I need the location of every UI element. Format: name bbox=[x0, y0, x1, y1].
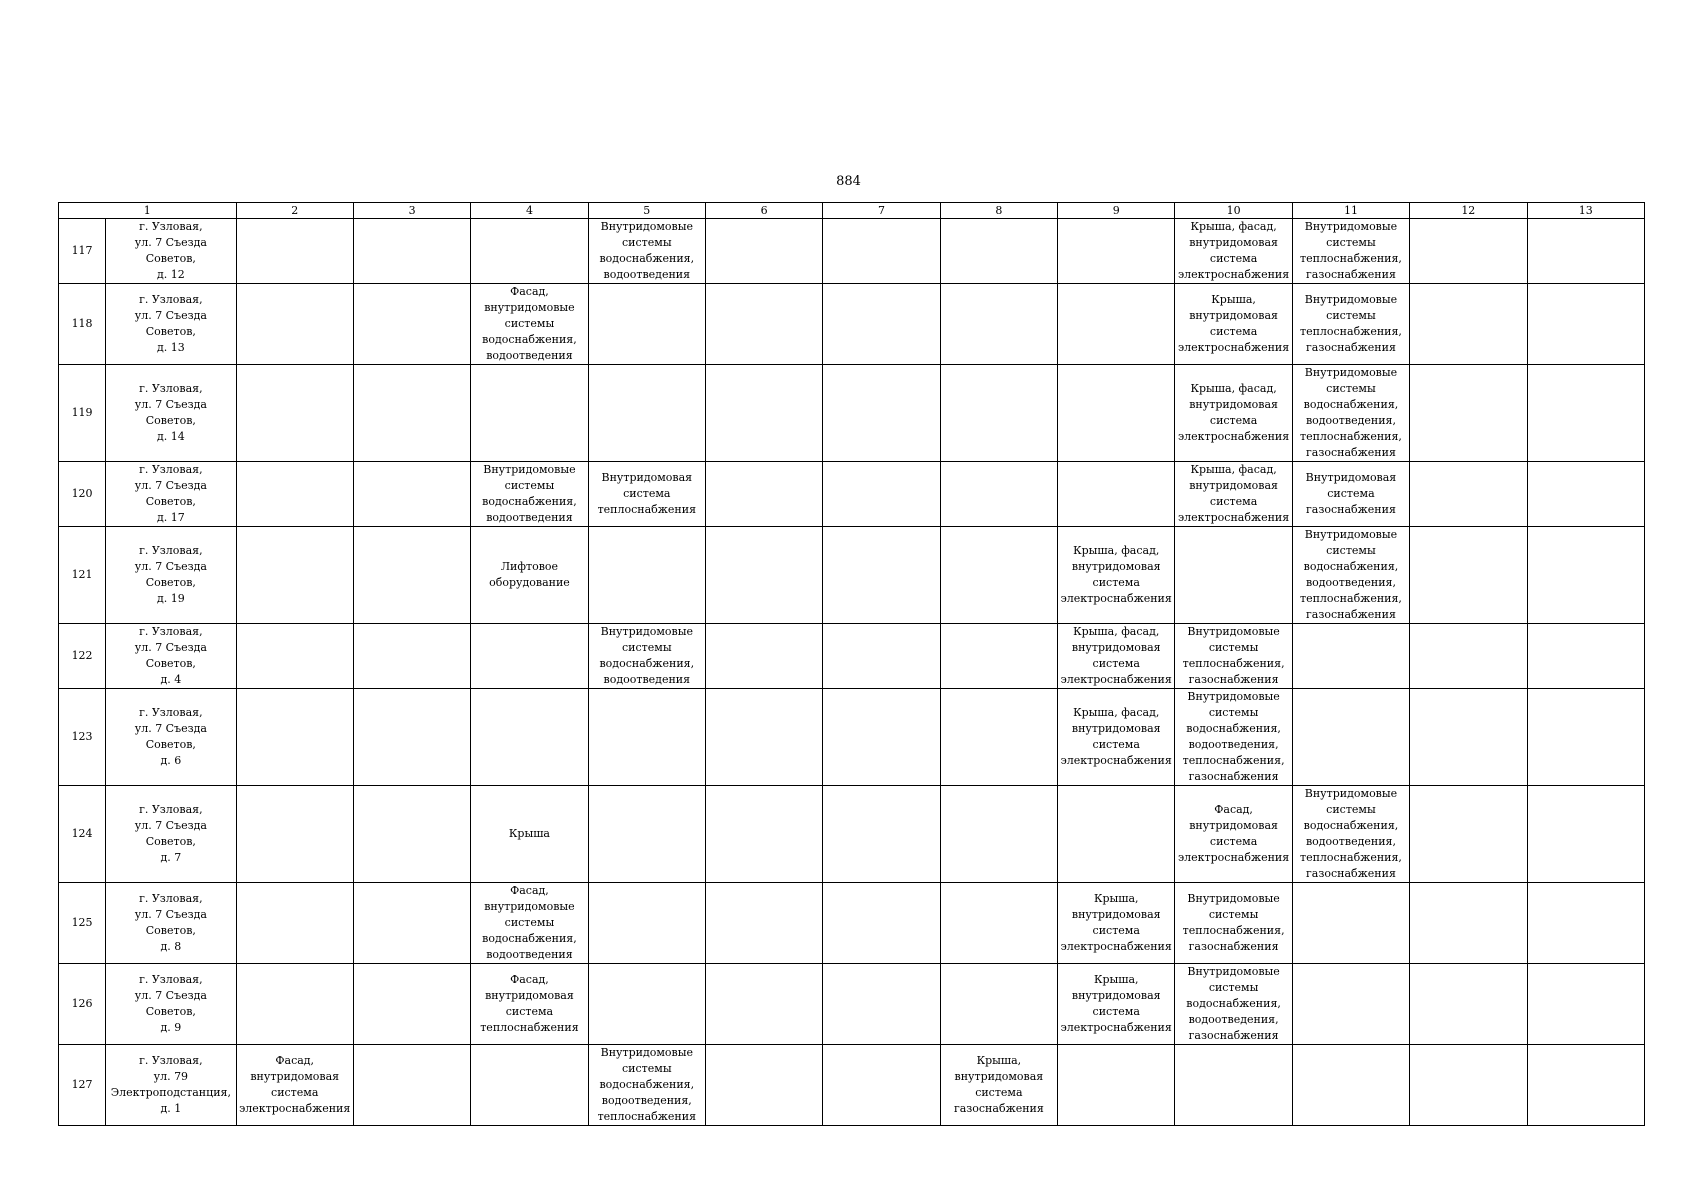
address-cell bbox=[106, 624, 236, 689]
column-3-cell bbox=[353, 624, 470, 689]
row-number bbox=[59, 527, 106, 624]
address-cell-text: г. Узловая, ул. 7 Съезда Советов, д. 12 bbox=[134, 220, 207, 281]
column-4-cell-text: Фасад, внутридомовая система теплоснабжения bbox=[480, 973, 579, 1034]
column-9-cell bbox=[1058, 786, 1175, 883]
column-12-cell bbox=[1410, 462, 1527, 527]
column-6-cell bbox=[705, 786, 822, 883]
row-number bbox=[59, 219, 106, 284]
column-3-cell bbox=[353, 883, 470, 964]
address-cell bbox=[106, 689, 236, 786]
address-cell-text: г. Узловая, ул. 7 Съезда Советов, д. 17 bbox=[134, 463, 207, 524]
column-11-cell bbox=[1292, 689, 1409, 786]
row-number-text: 125 bbox=[71, 916, 93, 929]
column-4-cell bbox=[471, 284, 588, 365]
column-10-cell-text: Внутридомовые системы теплоснабжения, газоснабжения bbox=[1182, 625, 1285, 686]
column-13-cell bbox=[1527, 624, 1645, 689]
table-row bbox=[59, 883, 1645, 964]
column-8-cell bbox=[940, 219, 1057, 284]
row-number-text: 119 bbox=[71, 406, 93, 419]
column-header: 10 bbox=[1175, 203, 1292, 219]
column-8-cell bbox=[940, 1045, 1057, 1126]
column-9-cell-text: Крыша, фасад, внутридомовая система электроснабжения bbox=[1060, 544, 1172, 605]
table-row bbox=[59, 964, 1645, 1045]
column-7-cell bbox=[823, 624, 940, 689]
table-row bbox=[59, 462, 1645, 527]
row-number bbox=[59, 964, 106, 1045]
address-cell bbox=[106, 365, 236, 462]
column-5-cell-text: Внутридомовые системы водоснабжения, водоотведения bbox=[599, 625, 695, 686]
column-2-cell bbox=[236, 964, 353, 1045]
column-8-cell bbox=[940, 462, 1057, 527]
column-11-cell bbox=[1292, 624, 1409, 689]
column-13-cell bbox=[1527, 365, 1645, 462]
column-5-cell bbox=[588, 219, 705, 284]
column-10-cell-text: Крыша, фасад, внутридомовая система электроснабжения bbox=[1178, 220, 1290, 281]
table-row bbox=[59, 689, 1645, 786]
column-4-cell-text: Фасад, внутридомовые системы водоснабжения, водоотведения bbox=[482, 285, 577, 362]
column-9-cell-text: Крыша, внутридомовая система электроснабжения bbox=[1060, 892, 1172, 953]
header-row bbox=[59, 203, 1645, 219]
column-4-cell bbox=[471, 1045, 588, 1126]
column-header: 11 bbox=[1292, 203, 1409, 219]
column-5-cell bbox=[588, 1045, 705, 1126]
column-10-cell bbox=[1175, 624, 1292, 689]
column-3-cell bbox=[353, 462, 470, 527]
row-number bbox=[59, 365, 106, 462]
column-13-cell bbox=[1527, 284, 1645, 365]
column-9-cell bbox=[1058, 1045, 1175, 1126]
column-6-cell bbox=[705, 365, 822, 462]
column-8-cell bbox=[940, 883, 1057, 964]
column-5-cell bbox=[588, 786, 705, 883]
address-cell-text: г. Узловая, ул. 7 Съезда Советов, д. 13 bbox=[134, 293, 207, 354]
column-6-cell bbox=[705, 689, 822, 786]
column-10-cell-text: Внутридомовые системы водоснабжения, водоотведения, газоснабжения bbox=[1186, 965, 1281, 1042]
column-header: 4 bbox=[471, 203, 588, 219]
capital-repair-table bbox=[58, 202, 1645, 1126]
column-8-cell-text: Крыша, внутридомовая система газоснабжения bbox=[953, 1054, 1044, 1115]
column-header: 2 bbox=[236, 203, 353, 219]
row-number-text: 126 bbox=[71, 997, 93, 1010]
column-5-cell bbox=[588, 462, 705, 527]
column-5-cell bbox=[588, 964, 705, 1045]
column-6-cell bbox=[705, 964, 822, 1045]
column-11-cell bbox=[1292, 964, 1409, 1045]
column-9-cell bbox=[1058, 624, 1175, 689]
column-2-cell bbox=[236, 365, 353, 462]
column-7-cell bbox=[823, 964, 940, 1045]
column-13-cell bbox=[1527, 1045, 1645, 1126]
column-4-cell bbox=[471, 365, 588, 462]
column-2-cell bbox=[236, 527, 353, 624]
column-10-cell-text: Внутридомовые системы водоснабжения, водоотведения, теплоснабжения, газоснабжения bbox=[1182, 690, 1285, 783]
column-3-cell bbox=[353, 689, 470, 786]
column-5-cell-text: Внутридомовая система теплоснабжения bbox=[597, 471, 697, 516]
column-header: 1 bbox=[59, 203, 237, 219]
column-7-cell bbox=[823, 284, 940, 365]
column-4-cell bbox=[471, 527, 588, 624]
column-2-cell bbox=[236, 462, 353, 527]
address-cell-text: г. Узловая, ул. 79 Электроподстанция, д. 1 bbox=[110, 1054, 231, 1115]
column-7-cell bbox=[823, 219, 940, 284]
column-11-cell bbox=[1292, 527, 1409, 624]
column-13-cell bbox=[1527, 527, 1645, 624]
column-12-cell bbox=[1410, 624, 1527, 689]
column-7-cell bbox=[823, 689, 940, 786]
column-4-cell-text: Лифтовое оборудование bbox=[489, 560, 570, 589]
column-9-cell bbox=[1058, 219, 1175, 284]
column-7-cell bbox=[823, 462, 940, 527]
column-9-cell-text: Крыша, внутридомовая система электроснабжения bbox=[1060, 973, 1172, 1034]
column-9-cell bbox=[1058, 883, 1175, 964]
column-9-cell bbox=[1058, 689, 1175, 786]
column-5-cell-text: Внутридомовые системы водоснабжения, водоотведения, теплоснабжения bbox=[597, 1046, 697, 1123]
column-11-cell bbox=[1292, 219, 1409, 284]
column-13-cell bbox=[1527, 883, 1645, 964]
column-12-cell bbox=[1410, 786, 1527, 883]
address-cell-text: г. Узловая, ул. 7 Съезда Советов, д. 14 bbox=[134, 382, 207, 443]
table-row bbox=[59, 527, 1645, 624]
column-10-cell bbox=[1175, 786, 1292, 883]
column-10-cell-text: Крыша, фасад, внутридомовая система электроснабжения bbox=[1178, 382, 1290, 443]
column-9-cell bbox=[1058, 365, 1175, 462]
table-row bbox=[59, 219, 1645, 284]
column-9-cell bbox=[1058, 284, 1175, 365]
table-body bbox=[59, 219, 1645, 1126]
column-7-cell bbox=[823, 527, 940, 624]
column-12-cell bbox=[1410, 219, 1527, 284]
column-2-cell bbox=[236, 624, 353, 689]
column-12-cell bbox=[1410, 284, 1527, 365]
column-10-cell-text: Крыша, фасад, внутридомовая система электроснабжения bbox=[1178, 463, 1290, 524]
row-number-text: 120 bbox=[71, 487, 93, 500]
column-5-cell bbox=[588, 284, 705, 365]
column-3-cell bbox=[353, 527, 470, 624]
column-9-cell bbox=[1058, 462, 1175, 527]
column-11-cell-text: Внутридомовые системы теплоснабжения, газоснабжения bbox=[1299, 293, 1402, 354]
page-number: 884 bbox=[836, 174, 861, 189]
column-11-cell bbox=[1292, 786, 1409, 883]
column-6-cell bbox=[705, 527, 822, 624]
column-4-cell bbox=[471, 964, 588, 1045]
address-cell-text: г. Узловая, ул. 7 Съезда Советов, д. 6 bbox=[134, 706, 207, 767]
column-7-cell bbox=[823, 883, 940, 964]
column-header: 12 bbox=[1410, 203, 1527, 219]
column-4-cell bbox=[471, 786, 588, 883]
column-11-cell-text: Внутридомовая система газоснабжения bbox=[1305, 471, 1397, 516]
column-header: 6 bbox=[705, 203, 822, 219]
column-8-cell bbox=[940, 689, 1057, 786]
column-7-cell bbox=[823, 786, 940, 883]
column-10-cell bbox=[1175, 365, 1292, 462]
column-10-cell-text: Крыша, внутридомовая система электроснабжения bbox=[1178, 293, 1290, 354]
address-cell-text: г. Узловая, ул. 7 Съезда Советов, д. 4 bbox=[134, 625, 207, 686]
column-12-cell bbox=[1410, 527, 1527, 624]
column-2-cell-text: Фасад, внутридомовая система электроснабжения bbox=[239, 1054, 351, 1115]
row-number-text: 118 bbox=[71, 317, 93, 330]
column-9-cell bbox=[1058, 527, 1175, 624]
row-number-text: 117 bbox=[71, 244, 93, 257]
row-number-text: 127 bbox=[71, 1078, 93, 1091]
address-cell bbox=[106, 1045, 236, 1126]
column-8-cell bbox=[940, 365, 1057, 462]
column-4-cell bbox=[471, 624, 588, 689]
column-4-cell bbox=[471, 219, 588, 284]
column-11-cell-text: Внутридомовые системы теплоснабжения, газоснабжения bbox=[1299, 220, 1402, 281]
column-10-cell bbox=[1175, 1045, 1292, 1126]
table-row bbox=[59, 624, 1645, 689]
column-6-cell bbox=[705, 462, 822, 527]
column-9-cell-text: Крыша, фасад, внутридомовая система электроснабжения bbox=[1060, 706, 1172, 767]
column-2-cell bbox=[236, 1045, 353, 1126]
column-2-cell bbox=[236, 786, 353, 883]
column-4-cell-text: Крыша bbox=[508, 827, 550, 840]
row-number bbox=[59, 883, 106, 964]
column-6-cell bbox=[705, 219, 822, 284]
column-2-cell bbox=[236, 284, 353, 365]
column-5-cell bbox=[588, 689, 705, 786]
column-header: 13 bbox=[1527, 203, 1645, 219]
column-7-cell bbox=[823, 1045, 940, 1126]
column-12-cell bbox=[1410, 689, 1527, 786]
table-row bbox=[59, 365, 1645, 462]
column-3-cell bbox=[353, 964, 470, 1045]
column-11-cell bbox=[1292, 462, 1409, 527]
column-2-cell bbox=[236, 689, 353, 786]
row-number-text: 124 bbox=[71, 827, 93, 840]
column-12-cell bbox=[1410, 365, 1527, 462]
column-10-cell bbox=[1175, 284, 1292, 365]
column-8-cell bbox=[940, 964, 1057, 1045]
column-8-cell bbox=[940, 284, 1057, 365]
column-6-cell bbox=[705, 1045, 822, 1126]
row-number bbox=[59, 624, 106, 689]
column-10-cell-text: Фасад, внутридомовая система электроснабжения bbox=[1178, 803, 1290, 864]
address-cell-text: г. Узловая, ул. 7 Съезда Советов, д. 8 bbox=[134, 892, 207, 953]
table-row bbox=[59, 786, 1645, 883]
column-7-cell bbox=[823, 365, 940, 462]
column-13-cell bbox=[1527, 689, 1645, 786]
address-cell-text: г. Узловая, ул. 7 Съезда Советов, д. 19 bbox=[134, 544, 207, 605]
row-number bbox=[59, 1045, 106, 1126]
address-cell bbox=[106, 527, 236, 624]
column-12-cell bbox=[1410, 964, 1527, 1045]
column-5-cell bbox=[588, 624, 705, 689]
column-13-cell bbox=[1527, 219, 1645, 284]
column-6-cell bbox=[705, 624, 822, 689]
column-header: 3 bbox=[353, 203, 470, 219]
column-10-cell bbox=[1175, 219, 1292, 284]
table-row bbox=[59, 1045, 1645, 1126]
row-number bbox=[59, 689, 106, 786]
column-2-cell bbox=[236, 883, 353, 964]
column-13-cell bbox=[1527, 786, 1645, 883]
address-cell-text: г. Узловая, ул. 7 Съезда Советов, д. 7 bbox=[134, 803, 207, 864]
column-header: 7 bbox=[823, 203, 940, 219]
column-3-cell bbox=[353, 365, 470, 462]
column-4-cell-text: Фасад, внутридомовые системы водоснабжения, водоотведения bbox=[482, 884, 577, 961]
row-number bbox=[59, 284, 106, 365]
column-9-cell-text: Крыша, фасад, внутридомовая система электроснабжения bbox=[1060, 625, 1172, 686]
column-11-cell bbox=[1292, 284, 1409, 365]
column-4-cell bbox=[471, 883, 588, 964]
column-4-cell bbox=[471, 689, 588, 786]
column-header: 8 bbox=[940, 203, 1057, 219]
column-3-cell bbox=[353, 219, 470, 284]
column-13-cell bbox=[1527, 964, 1645, 1045]
column-10-cell bbox=[1175, 462, 1292, 527]
address-cell bbox=[106, 964, 236, 1045]
table-row bbox=[59, 284, 1645, 365]
column-4-cell bbox=[471, 462, 588, 527]
column-3-cell bbox=[353, 284, 470, 365]
column-10-cell-text: Внутридомовые системы теплоснабжения, газоснабжения bbox=[1182, 892, 1285, 953]
column-2-cell bbox=[236, 219, 353, 284]
row-number-text: 122 bbox=[71, 649, 93, 662]
column-5-cell bbox=[588, 527, 705, 624]
address-cell bbox=[106, 786, 236, 883]
column-12-cell bbox=[1410, 1045, 1527, 1126]
address-cell bbox=[106, 883, 236, 964]
column-9-cell bbox=[1058, 964, 1175, 1045]
column-4-cell-text: Внутридомовые системы водоснабжения, водоотведения bbox=[482, 463, 577, 524]
column-11-cell-text: Внутридомовые системы водоснабжения, водоотведения, теплоснабжения, газоснабжения bbox=[1299, 366, 1402, 459]
address-cell bbox=[106, 462, 236, 527]
row-number-text: 121 bbox=[71, 568, 93, 581]
column-header: 5 bbox=[588, 203, 705, 219]
address-cell-text: г. Узловая, ул. 7 Съезда Советов, д. 9 bbox=[134, 973, 207, 1034]
column-6-cell bbox=[705, 883, 822, 964]
column-5-cell bbox=[588, 365, 705, 462]
column-3-cell bbox=[353, 786, 470, 883]
column-3-cell bbox=[353, 1045, 470, 1126]
row-number-text: 123 bbox=[71, 730, 93, 743]
column-8-cell bbox=[940, 624, 1057, 689]
column-11-cell bbox=[1292, 883, 1409, 964]
column-11-cell bbox=[1292, 1045, 1409, 1126]
column-11-cell-text: Внутридомовые системы водоснабжения, водоотведения, теплоснабжения, газоснабжения bbox=[1299, 528, 1402, 621]
column-10-cell bbox=[1175, 527, 1292, 624]
row-number bbox=[59, 786, 106, 883]
column-13-cell bbox=[1527, 462, 1645, 527]
row-number bbox=[59, 462, 106, 527]
column-11-cell bbox=[1292, 365, 1409, 462]
column-10-cell bbox=[1175, 883, 1292, 964]
column-11-cell-text: Внутридомовые системы водоснабжения, водоотведения, теплоснабжения, газоснабжения bbox=[1299, 787, 1402, 880]
column-5-cell bbox=[588, 883, 705, 964]
column-8-cell bbox=[940, 527, 1057, 624]
address-cell bbox=[106, 284, 236, 365]
address-cell bbox=[106, 219, 236, 284]
column-10-cell bbox=[1175, 964, 1292, 1045]
column-5-cell-text: Внутридомовые системы водоснабжения, водоотведения bbox=[599, 220, 695, 281]
column-12-cell bbox=[1410, 883, 1527, 964]
column-header: 9 bbox=[1058, 203, 1175, 219]
column-6-cell bbox=[705, 284, 822, 365]
column-8-cell bbox=[940, 786, 1057, 883]
column-10-cell bbox=[1175, 689, 1292, 786]
